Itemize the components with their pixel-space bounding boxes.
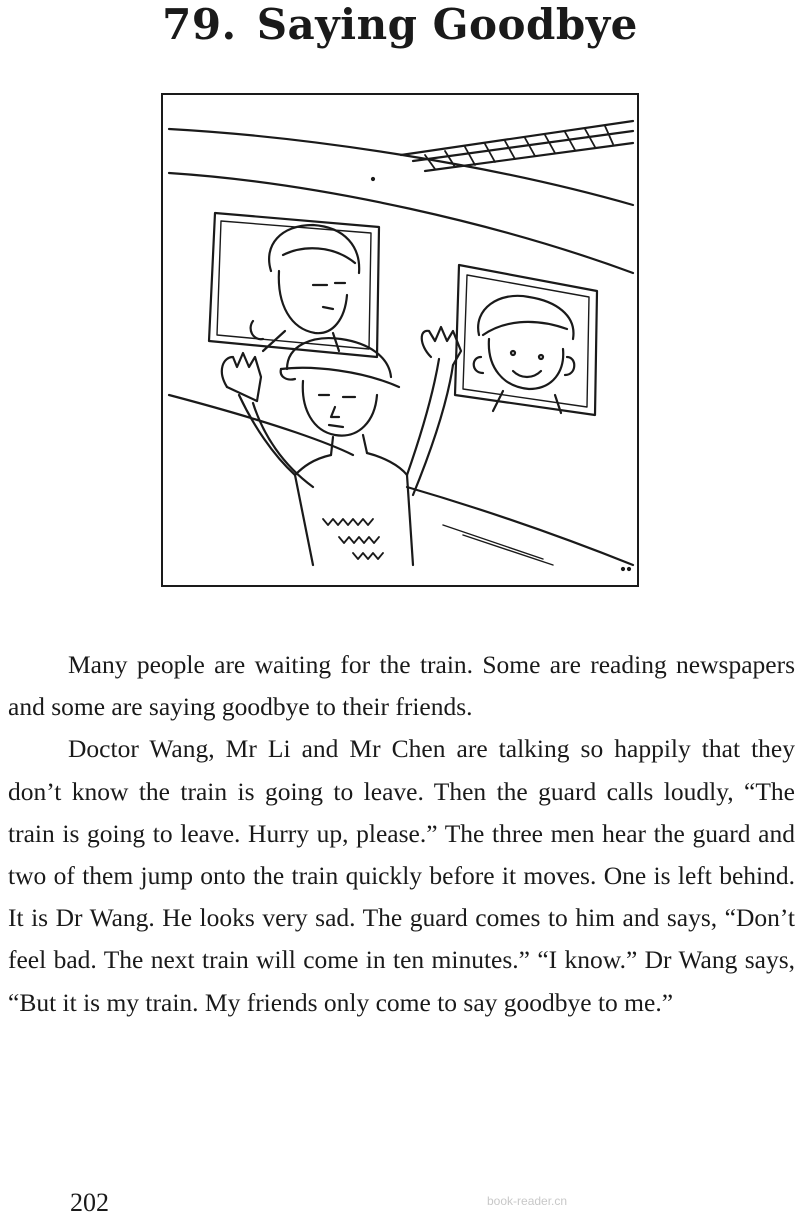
story-title: Saying Goodbye <box>256 0 638 49</box>
story-text <box>8 644 795 1024</box>
page-title <box>0 0 800 50</box>
story-paragraph-1: Many people are waiting for the train. Some are reading newspapers and some are saying goodbye to their friends. <box>8 650 795 722</box>
train-farewell-drawing <box>163 95 637 585</box>
story-number: 79. <box>162 0 237 49</box>
illustration <box>161 93 639 587</box>
watermark: book-reader.cn <box>487 1194 568 1208</box>
page-number: 202 <box>70 1188 109 1217</box>
story-paragraph-2: Doctor Wang, Mr Li and Mr Chen are talking so happily that they don’t know the train is going to leave. Then the guard calls loudly, “The train is going to leave. Hurry up, please.” The three men hear the guard and two of them jump onto the train quickly before it moves. One is left behind. It is Dr Wang. He looks very sad. The guard comes to him and says, “Don’t feel bad. The next train will come in ten minutes.” “I know.” Dr Wang says, “But it is my train. My friends only come to say goodbye to me.” <box>8 734 795 1017</box>
